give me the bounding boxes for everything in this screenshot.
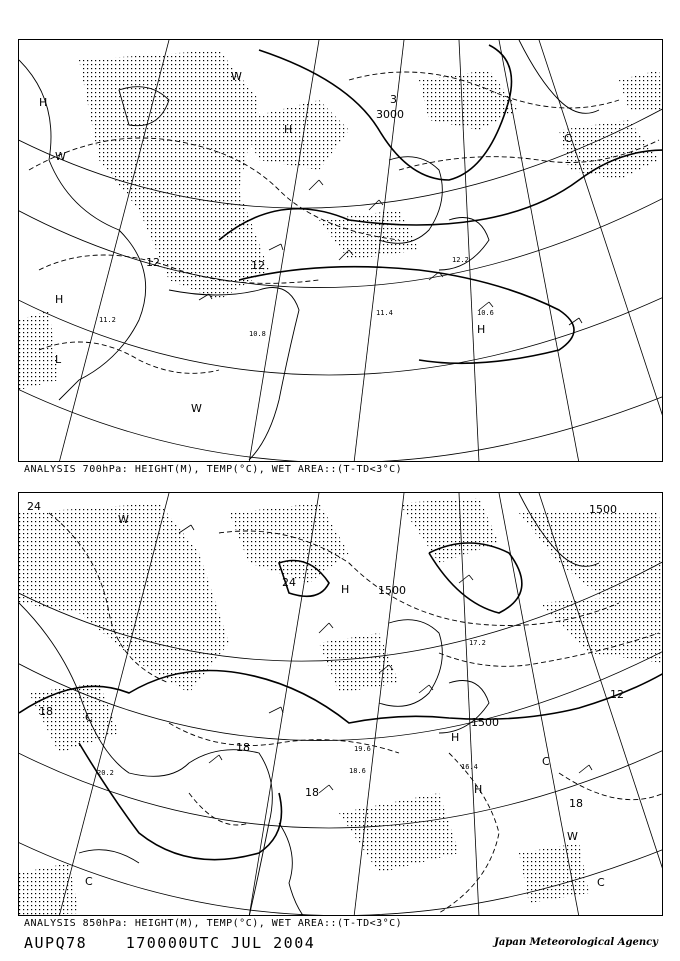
pressure-center-label: H: [477, 323, 486, 336]
product-header: [24, 934, 343, 952]
pressure-center-label: W: [567, 830, 578, 843]
map-panel-850hpa: [18, 492, 663, 916]
pressure-center-label: C: [85, 711, 93, 724]
station-value: 19.6: [354, 745, 371, 753]
pressure-center-label: W: [191, 402, 202, 415]
station-value: 18.6: [349, 767, 366, 775]
station-value: 10.8: [249, 330, 266, 338]
pressure-center-label: C: [85, 875, 93, 888]
pressure-center-label: W: [231, 70, 242, 83]
station-value: 16.4: [461, 763, 478, 771]
pressure-center-label: L: [55, 353, 62, 366]
temp-label: 18: [569, 797, 583, 810]
pressure-center-label: W: [118, 513, 129, 526]
height-label: 1500: [378, 584, 406, 597]
map-panel-700hpa: [18, 39, 663, 462]
pressure-center-label: H: [284, 123, 293, 136]
height-label: 3000: [376, 108, 404, 121]
wet-areas: [19, 50, 663, 390]
pressure-center-label: H: [451, 731, 460, 744]
pressure-center-label: H: [474, 783, 483, 796]
station-value: 17.2: [469, 639, 486, 647]
station-value: 10.6: [477, 309, 494, 317]
temp-label: 24: [27, 500, 41, 513]
wet-areas: [19, 498, 663, 916]
temp-label: 18: [236, 741, 250, 754]
station-value: 11.4: [376, 309, 393, 317]
temp-label: 3: [390, 93, 397, 106]
height-label: 1500: [589, 503, 617, 516]
map-700hpa-svg: [19, 40, 663, 462]
temp-label: 12: [610, 688, 624, 701]
station-value: 11.2: [99, 316, 116, 324]
temp-label: 12: [251, 259, 265, 272]
pressure-center-label: C: [542, 755, 550, 768]
pressure-center-label: W: [55, 150, 66, 163]
pressure-center-label: H: [55, 293, 64, 306]
temp-label: 18: [39, 705, 53, 718]
pressure-center-label: C: [564, 132, 572, 145]
caption-700hpa: ANALYSIS 700hPa: HEIGHT(M), TEMP(°C), WET AREA::(T-TD<3°C): [24, 464, 403, 475]
temp-label: 24: [282, 576, 296, 589]
station-value: 12.2: [452, 256, 469, 264]
product-code: AUPQ78: [24, 934, 88, 952]
pressure-center-label: H: [39, 96, 48, 109]
temp-label: 18: [305, 786, 319, 799]
height-label: 1500: [471, 716, 499, 729]
agency-credit: Japan Meteorological Agency: [494, 937, 658, 948]
valid-time: 170000UTC JUL 2004: [125, 934, 316, 952]
map-850hpa-svg: [19, 493, 663, 916]
pressure-center-label: C: [597, 876, 605, 889]
pressure-center-label: H: [341, 583, 350, 596]
temp-label: 12: [146, 256, 160, 269]
station-value: 20.2: [97, 769, 114, 777]
caption-850hpa: ANALYSIS 850hPa: HEIGHT(M), TEMP(°C), WET AREA::(T-TD<3°C): [24, 918, 403, 929]
